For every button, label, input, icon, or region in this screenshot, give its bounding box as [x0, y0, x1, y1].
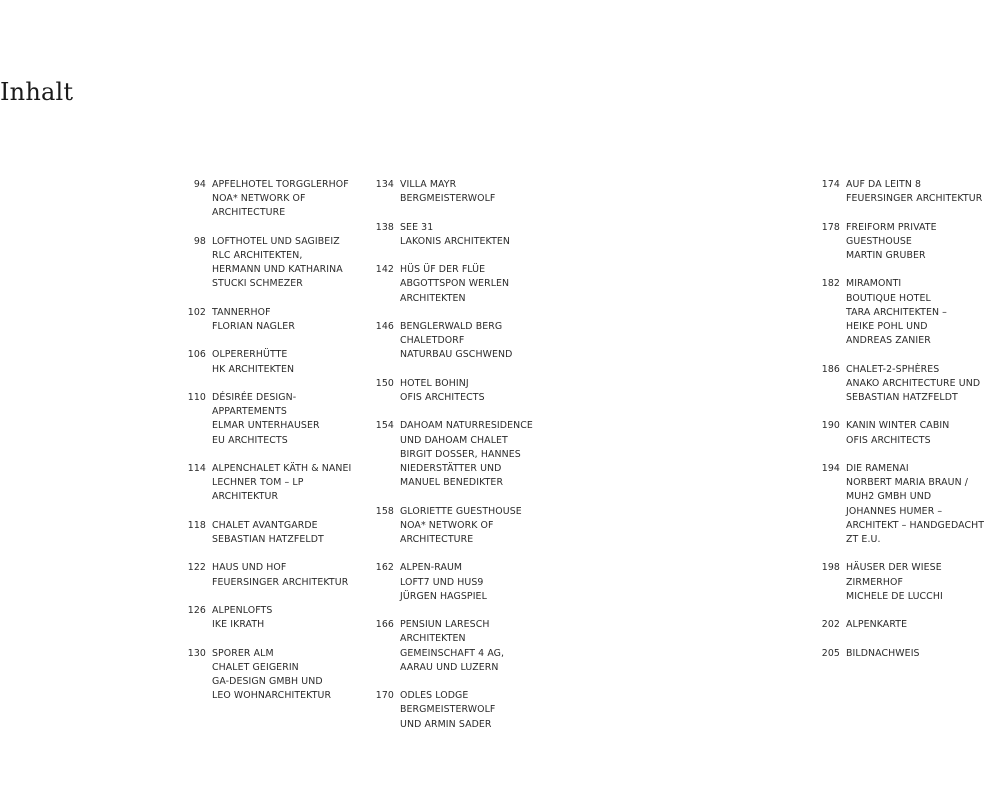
toc-entry-text	[400, 419, 533, 490]
toc-entry-credit-line: TARA ARCHITEKTEN –	[846, 306, 947, 318]
toc-entry-credit-line: NOA* NETWORK OF	[212, 193, 306, 205]
toc-entry-text	[846, 178, 982, 206]
toc-entry-title: SPORER ALM	[212, 647, 274, 659]
toc-entry-title: DÉSIRÉE DESIGN-	[212, 391, 297, 403]
toc-entry[interactable]	[372, 377, 572, 405]
toc-entry-title: HOTEL BOHINJ	[400, 377, 469, 389]
toc-entry-text	[400, 561, 487, 604]
toc-entry-title: AUF DA LEITN 8	[846, 179, 922, 190]
toc-entry[interactable]	[184, 391, 380, 448]
toc-entry-text	[846, 277, 947, 348]
toc-entry-credit-line: NOA* NETWORK OF	[400, 519, 494, 531]
toc-entry[interactable]	[372, 689, 572, 732]
toc-entry-credit-line: ARCHITEKTEN	[400, 292, 466, 304]
toc-entry-credit-line: FEUERSINGER ARCHITEKTUR	[846, 193, 983, 205]
toc-entry-title: OLPERERHÜTTE	[212, 349, 288, 361]
toc-entry-credit-line: HERMANN UND KATHARINA	[212, 264, 343, 276]
toc-entry-credit-line: OFIS ARCHITECTS	[400, 391, 485, 403]
toc-entry[interactable]	[184, 235, 380, 292]
toc-entry[interactable]	[372, 221, 572, 249]
toc-entry-text	[212, 462, 351, 505]
toc-entry-credit-line: HEIKE POHL UND	[846, 321, 928, 332]
toc-entry-text	[212, 348, 294, 376]
toc-entry-text	[846, 462, 984, 547]
toc-entry-title: TANNERHOF	[212, 306, 271, 318]
toc-page-number: 142	[375, 264, 394, 276]
toc-entry[interactable]	[184, 462, 380, 505]
toc-entry-credit-line: GUESTHOUSE	[846, 235, 912, 247]
toc-entry-credit-line: APPARTEMENTS	[212, 406, 287, 418]
toc-entry-credit-line: LAKONIS ARCHITEKTEN	[400, 235, 511, 247]
toc-page-number: 98	[193, 235, 206, 247]
toc-entry-title: VILLA MAYR	[400, 179, 457, 190]
toc-entry-text	[212, 647, 331, 704]
toc-entry-credit-line: RLC ARCHITEKTEN,	[212, 250, 303, 261]
toc-entry-credit-line: BERGMEISTERWOLF	[400, 193, 496, 205]
toc-page-number: 190	[821, 420, 840, 432]
toc-entry[interactable]	[818, 419, 1000, 447]
toc-entry[interactable]	[818, 277, 1000, 348]
toc-entry-credit-line: FEUERSINGER ARCHITEKTUR	[212, 576, 349, 588]
toc-entry-title: BENGLERWALD BERG	[400, 320, 503, 332]
toc-entry-credit-line: NORBERT MARIA BRAUN /	[846, 477, 969, 489]
toc-entry-title: DAHOAM NATURRESIDENCE	[400, 420, 533, 432]
toc-entry-text	[846, 647, 920, 661]
toc-entry-credit-line: EU ARCHITECTS	[212, 434, 288, 446]
toc-entry[interactable]	[372, 178, 572, 206]
toc-entry-credit-line: ZT E.U.	[846, 534, 881, 545]
toc-entry-text	[212, 391, 320, 448]
toc-entry-text	[846, 419, 949, 447]
toc-entry[interactable]	[372, 618, 572, 675]
toc-page-number: 134	[375, 179, 394, 190]
toc-entry[interactable]	[818, 618, 1000, 632]
toc-page-number: 106	[187, 349, 206, 361]
toc-entry-title: APFELHOTEL TORGGLERHOF	[212, 179, 349, 190]
toc-page-number: 194	[821, 462, 840, 474]
toc-entry-title: HAUS UND HOF	[212, 562, 287, 574]
toc-entry-credit-line: ANDREAS ZANIER	[846, 335, 931, 347]
toc-page-number: 205	[821, 647, 840, 659]
toc-entry-credit-line: JOHANNES HUMER –	[846, 505, 943, 517]
toc-page-number: 198	[821, 562, 840, 574]
toc-page-number: 202	[821, 619, 840, 631]
toc-entry-title: ODLES LODGE	[400, 690, 469, 702]
toc-page-number: 186	[821, 363, 840, 375]
toc-entry[interactable]	[372, 505, 572, 548]
toc-entry-title: CHALET AVANTGARDE	[212, 519, 318, 531]
toc-entry-text	[846, 618, 907, 632]
toc-entry-title: ALPEN-RAUM	[400, 562, 463, 574]
toc-entry-credit-line: MANUEL BENEDIKTER	[400, 477, 504, 489]
toc-page-number: 94	[193, 179, 206, 190]
toc-entry[interactable]	[184, 561, 380, 589]
toc-entry-credit-line: BOUTIQUE HOTEL	[846, 292, 931, 304]
toc-entry-credit-line: ABGOTTSPON WERLEN	[400, 278, 510, 290]
toc-entry-credit-line: AARAU UND LUZERN	[400, 661, 499, 673]
toc-entry[interactable]	[818, 178, 1000, 206]
toc-entry-credit-line: STUCKI SCHMEZER	[212, 278, 303, 290]
toc-page-number: 102	[187, 306, 206, 318]
toc-entry-credit-line: FLORIAN NAGLER	[212, 321, 295, 332]
toc-entry-credit-line: ARCHITEKTEN	[400, 633, 466, 645]
toc-entry-credit-line: IKE IKRATH	[212, 619, 265, 631]
toc-page-number: 118	[187, 519, 206, 531]
toc-entry-credit-line: ARCHITEKTUR	[212, 491, 279, 503]
toc-entry-text	[846, 363, 980, 406]
toc-entry[interactable]	[184, 647, 380, 704]
toc-page-number: 174	[821, 179, 840, 190]
toc-entry-credit-line: BIRGIT DOSSER, HANNES	[400, 448, 521, 460]
toc-page-number: 146	[375, 320, 394, 332]
toc-entry[interactable]	[184, 306, 380, 334]
toc-column-1	[184, 178, 380, 718]
toc-entry[interactable]	[372, 419, 572, 490]
toc-entry-credit-line: CHALET GEIGERIN	[212, 661, 299, 673]
toc-entry-text	[212, 178, 349, 221]
toc-entry-credit-line: HK ARCHITEKTEN	[212, 363, 295, 375]
toc-entry[interactable]	[184, 604, 380, 632]
toc-entry-credit-line: NIEDERSTÄTTER UND	[400, 462, 502, 474]
toc-entry-title: PENSIUN LARESCH	[400, 619, 490, 631]
toc-entry-credit-line: LEO WOHNARCHITEKTUR	[212, 690, 332, 702]
toc-entry-credit-line: MICHELE DE LUCCHI	[846, 590, 943, 602]
toc-entry-title: SEE 31	[400, 221, 434, 233]
toc-entry-credit-line: ARCHITECTURE	[400, 533, 474, 545]
toc-entry[interactable]	[184, 519, 380, 547]
toc-entry-credit-line: UND DAHOAM CHALET	[400, 434, 508, 446]
toc-entry-text	[400, 221, 510, 249]
toc-entry-credit-line: SEBASTIAN HATZFELDT	[846, 392, 958, 403]
toc-entry-credit-line: ARCHITEKT – HANDGEDACHT	[846, 519, 985, 531]
toc-entry-text	[212, 306, 295, 334]
toc-entry-credit-line: LOFT7 UND HUS9	[400, 576, 484, 588]
toc-entry-credit-line: MUH2 GMBH UND	[846, 491, 932, 503]
toc-page-number: 110	[187, 391, 206, 403]
toc-entry-credit-line: BERGMEISTERWOLF	[400, 704, 496, 716]
toc-entry-credit-line: UND ARMIN SADER	[400, 718, 492, 730]
toc-entry-text	[212, 604, 272, 632]
toc-entry-text	[212, 561, 348, 589]
toc-entry-text	[400, 178, 495, 206]
toc-entry-credit-line: ARCHITECTURE	[212, 207, 286, 219]
toc-entry-title: ALPENLOFTS	[212, 604, 273, 616]
toc-entry-text	[846, 561, 943, 604]
toc-page-number: 178	[821, 221, 840, 233]
toc-entry-credit-line: LECHNER TOM – LP	[212, 477, 304, 489]
toc-entry[interactable]	[818, 462, 1000, 547]
page-title: Inhalt	[0, 78, 74, 107]
toc-entry[interactable]	[818, 363, 1000, 406]
toc-entry-credit-line: MARTIN GRUBER	[846, 250, 926, 261]
toc-page-number: 150	[375, 377, 394, 389]
toc-page-number: 182	[821, 278, 840, 290]
toc-entry-title: HÄUSER DER WIESE	[846, 562, 942, 574]
toc-column-3	[818, 178, 1000, 675]
toc-page-number: 122	[187, 562, 206, 574]
toc-entry-credit-line: OFIS ARCHITECTS	[846, 434, 931, 446]
toc-page-number: 166	[375, 619, 394, 631]
toc-entry-text	[212, 519, 324, 547]
toc-entry-credit-line: ELMAR UNTERHAUSER	[212, 420, 320, 432]
toc-page-number: 158	[375, 505, 394, 517]
toc-entry-title: HÜS ÜF DER FLÜE	[400, 264, 486, 276]
toc-entry-text	[400, 618, 504, 675]
toc-entry[interactable]	[372, 320, 572, 363]
toc-entry-credit-line: ZIRMERHOF	[846, 576, 903, 588]
toc-entry-credit-line: CHALETDORF	[400, 335, 465, 347]
toc-entry-title: CHALET-2-SPHÈRES	[846, 363, 940, 375]
toc-entry-title: BILDNACHWEIS	[846, 647, 920, 659]
toc-entry-credit-line: JÜRGEN HAGSPIEL	[400, 590, 487, 602]
toc-page-number: 138	[375, 221, 394, 233]
toc-entry-text	[400, 689, 495, 732]
toc-entry[interactable]	[372, 561, 572, 604]
toc-entry-title: FREIFORM PRIVATE	[846, 221, 937, 233]
toc-page-number: 162	[375, 562, 394, 574]
toc-entry-text	[400, 320, 512, 363]
toc-entry-title: DIE RAMENAI	[846, 462, 909, 474]
toc-page-number: 170	[375, 690, 394, 702]
toc-entry-credit-line: ANAKO ARCHITECTURE UND	[846, 377, 981, 389]
toc-entry-text	[400, 377, 485, 405]
toc-entry-text	[846, 221, 937, 264]
toc-entry-credit-line: GA-DESIGN GMBH UND	[212, 675, 323, 687]
toc-entry-text	[400, 505, 522, 548]
toc-page-number: 114	[187, 462, 206, 474]
toc-entry[interactable]	[818, 221, 1000, 264]
toc-entry[interactable]	[184, 178, 380, 221]
toc-entry-title: KANIN WINTER CABIN	[846, 420, 950, 432]
toc-entry[interactable]	[184, 348, 380, 376]
toc-entry[interactable]	[372, 263, 572, 306]
toc-entry[interactable]	[818, 561, 1000, 604]
toc-page-number: 126	[187, 604, 206, 616]
toc-entry-text	[400, 263, 509, 306]
toc-entry-text	[212, 235, 343, 292]
toc-entry-credit-line: GEMEINSCHAFT 4 AG,	[400, 647, 505, 659]
toc-entry-title: ALPENKARTE	[846, 619, 908, 631]
toc-page-number: 154	[375, 420, 394, 432]
toc-page-number: 130	[187, 647, 206, 659]
toc-entry[interactable]	[818, 647, 1000, 661]
toc-entry-credit-line: NATURBAU GSCHWEND	[400, 349, 513, 361]
toc-column-2	[372, 178, 572, 746]
toc-entry-title: MIRAMONTI	[846, 278, 902, 290]
toc-entry-title: LOFTHOTEL UND SAGIBEIZ	[212, 235, 340, 247]
toc-entry-title: ALPENCHALET KÄTH & NANEI	[212, 462, 352, 474]
toc-entry-credit-line: SEBASTIAN HATZFELDT	[212, 533, 324, 545]
toc-entry-title: GLORIETTE GUESTHOUSE	[400, 505, 522, 517]
